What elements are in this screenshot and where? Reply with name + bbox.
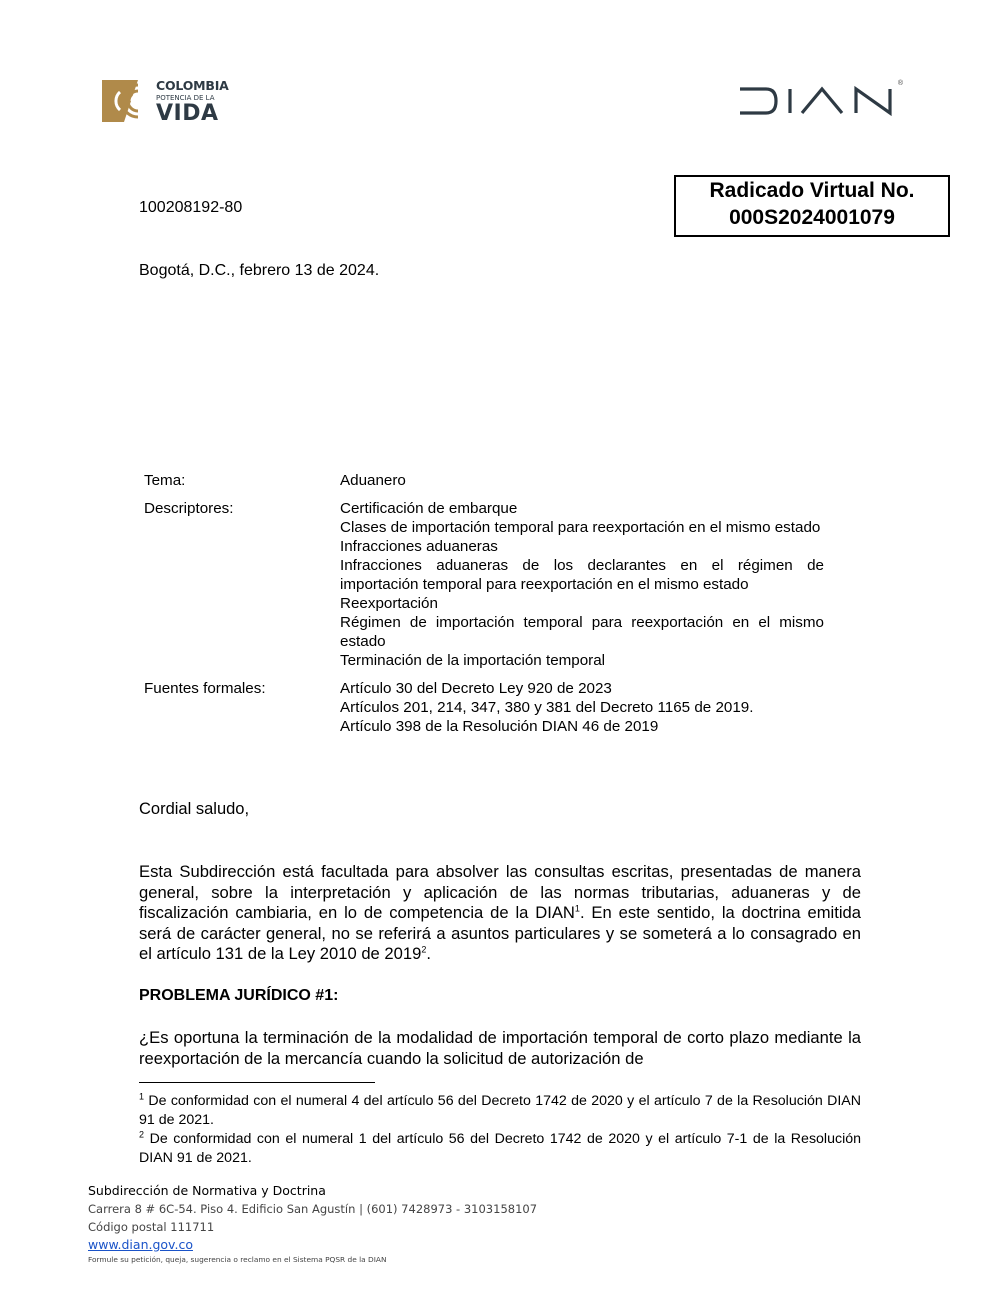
footer-postal: Código postal 111711 [88,1220,215,1234]
footer-address: Carrera 8 # 6C-54. Piso 4. Edificio San Agustín | (601) 7428973 - 3103158107 [88,1202,538,1216]
descriptor-item: Infracciones aduaneras de los declarantes en el régimen de importación temporal para reexportación en el mismo estado [340,557,824,593]
page-footer [88,1182,537,1266]
descriptor-item: Terminación de la importación temporal [340,652,606,669]
footnote-ref-2[interactable]: 2 [421,944,427,955]
fuente-item: Artículo 30 del Decreto Ley 920 de 2023 [340,680,612,697]
fuente-item: Artículo 398 de la Resolución DIAN 46 de 2019 [340,718,659,735]
fuente-item: Artículos 201, 214, 347, 380 y 381 del Decreto 1165 de 2019. [340,699,754,716]
footnote-1 [139,1092,861,1130]
footnote-text: De conformidad con el numeral 1 del artículo 56 del Decreto 1742 de 2020 y el artículo 7-1 de la Resolución DIAN 91 de 2021. [139,1131,861,1166]
footer-pqsr: Formule su petición, queja, sugerencia o reclamo en el Sistema PQSR de la DIAN [88,1255,387,1264]
tema-row [139,471,839,490]
logo-line-vida: VIDA [156,101,219,126]
descriptor-item: Infracciones aduaneras [340,538,498,555]
problem-heading: PROBLEMA JURÍDICO #1: [139,987,339,1004]
footer-website-link[interactable]: www.dian.gov.co [88,1237,193,1252]
footnote-number: 2 [139,1129,145,1140]
intro-text-b: . En este sentido, la doctrina emitida será de carácter general, no se referirá a asuntos particulares y se someterá a lo consagrado en el artículo 131 de la Ley 2010 de 2019 [139,903,861,964]
logo-line-colombia: COLOMBIA [156,78,229,93]
radicado-title: Radicado Virtual No. [709,179,915,202]
footnote-ref-1[interactable]: 1 [574,903,580,914]
date-line: Bogotá, D.C., febrero 13 de 2024. [139,262,380,279]
greeting: Cordial saludo, [139,800,250,818]
footnote-divider [139,1082,375,1083]
tema-value: Aduanero [340,472,406,489]
footnotes [139,1092,861,1168]
colombia-emblem-icon [98,76,154,126]
fuentes-label: Fuentes formales: [144,680,266,697]
footnote-2 [139,1130,861,1168]
reference-number: 100208192-80 [139,199,243,216]
logo-line-potencia: POTENCIA DE LA [156,94,215,102]
radicado-number: 000S2024001079 [729,206,895,229]
footer-title: Subdirección de Normativa y Doctrina [88,1183,326,1198]
descriptor-item: Certificación de embarque [340,500,518,517]
intro-text-a: Esta Subdirección está facultada para absolver las consultas escritas, presentadas de manera general, sobre la interpretación y aplicación de las normas tributarias, aduaneras y de fiscalización cambiaria, en lo de competencia de la DIAN [139,862,861,923]
dian-wordmark-icon [738,82,898,120]
descriptor-item: Reexportación [340,595,438,612]
intro-paragraph [139,862,861,965]
colombia-potencia-de-la-vida-logo [98,76,233,126]
info-table [139,471,839,745]
dian-logo [738,82,903,120]
descriptor-item: Clases de importación temporal para reexportación en el mismo estado [340,519,821,536]
problem-question: ¿Es oportuna la terminación de la modalidad de importación temporal de corto plazo mediante la reexportación de la mercancía cuando la solicitud de autorización de [139,1028,861,1068]
descriptores-label: Descriptores: [144,500,234,517]
registered-mark: ® [897,80,903,87]
fuentes-row [139,679,839,736]
tema-label: Tema: [144,472,186,489]
footnote-number: 1 [139,1091,145,1102]
intro-text-c: . [426,944,431,964]
descriptores-row [139,499,839,670]
radicado-box [674,175,950,237]
descriptor-item: Régimen de importación temporal para reexportación en el mismo estado [340,614,824,650]
footnote-text: De conformidad con el numeral 4 del artículo 56 del Decreto 1742 de 2020 y el artículo 7 de la Resolución DIAN 91 de 2021. [139,1093,861,1128]
